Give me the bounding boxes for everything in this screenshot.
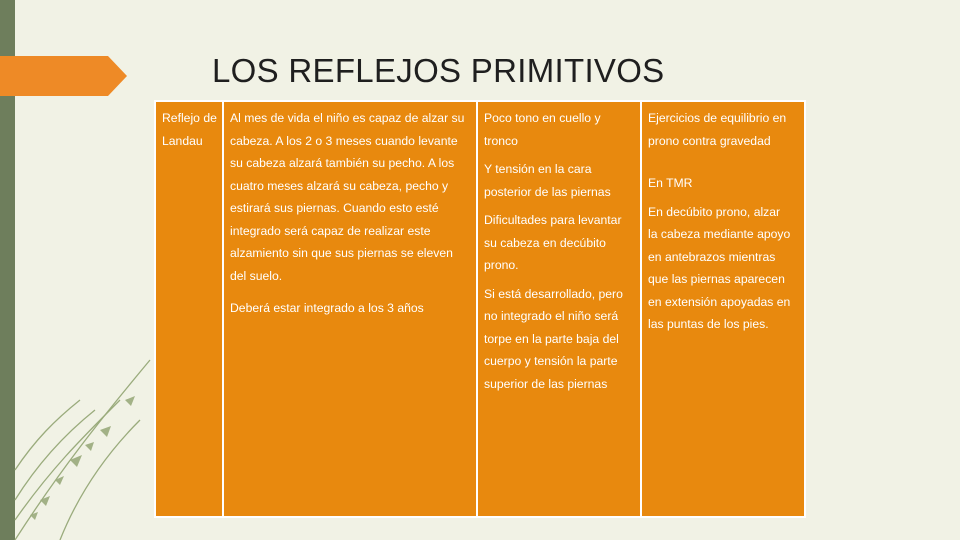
cell-text: prono. [484,258,519,272]
cell-text: en extensión apoyadas en [648,294,791,309]
title-accent-arrow [0,56,127,96]
cell-text: que las piernas aparecen [648,272,785,286]
reflex-table [154,100,806,518]
cell-text: posterior de las piernas [484,184,611,199]
cell-text: Si está desarrollado, pero [484,286,623,301]
cell-text: Deberá estar integrado a los 3 años [230,301,424,315]
cell-text: En decúbito prono, alzar [648,204,781,219]
cell-text: su cabeza alzará también su pecho. A los [230,156,455,170]
cell-text: en antebrazos mientras [648,249,776,264]
cell-text: no integrado el niño será [484,309,619,323]
cell-text: las puntas de los pies. [648,317,769,331]
cell-text: Landau [162,133,203,148]
cell-text: Ejercicios de equilibrio en [648,111,787,125]
cell-text: Y tensión en la cara [484,162,592,176]
cell-text: Poco tono en cuello y [484,111,601,125]
table-row [155,101,805,517]
cell-text: Reflejo de [162,111,217,125]
table-cell-signs [477,101,641,517]
cell-text: integrado será capaz de realizar este [230,223,431,238]
slide-title: LOS REFLEJOS PRIMITIVOS [212,52,665,89]
cell-text: cuatro meses alzará su cabeza, pecho y [230,178,449,193]
cell-text: cuerpo y tensión la parte [484,354,618,368]
cell-text: En TMR [648,176,693,190]
table-cell-description [223,101,477,517]
cell-text: Al mes de vida el niño es capaz de alzar su [230,111,465,125]
table-cell-reflex-name [155,101,223,517]
cell-text: Dificultades para levantar [484,213,622,227]
cell-text: cabeza. A los 2 o 3 meses cuando levante [230,133,458,148]
cell-text: alzamiento sin que sus piernas se eleven [230,246,453,260]
cell-text: la cabeza mediante apoyo [648,227,791,241]
table-cell-exercises [641,101,805,517]
cell-text: su cabeza en decúbito [484,235,606,250]
cell-text: torpe en la parte baja del [484,331,619,346]
cell-text: superior de las piernas [484,376,608,391]
cell-text: tronco [484,133,518,148]
cell-text: del suelo. [230,268,283,283]
cell-text: estirará sus piernas. Cuando esto esté [230,201,439,215]
cell-text: prono contra gravedad [648,133,771,148]
